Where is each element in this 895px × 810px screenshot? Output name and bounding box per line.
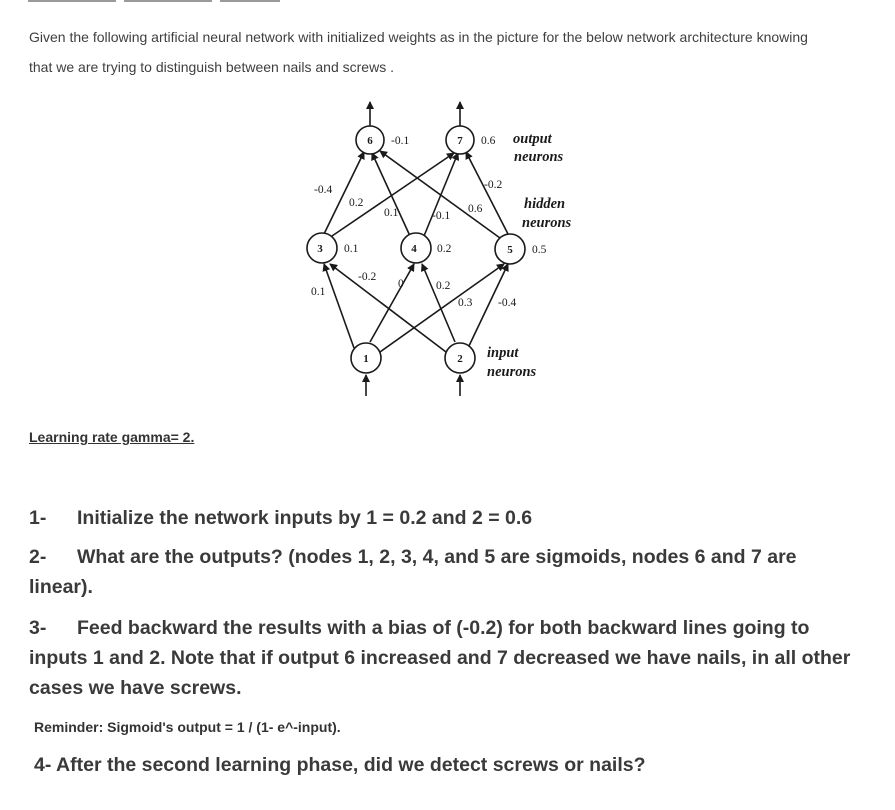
label-output-neurons: neurons — [514, 149, 564, 165]
edge-4-6 — [372, 153, 410, 236]
question-4: 4- After the second learning phase, did we detect screws or nails? — [34, 754, 646, 776]
weight-2-5: -0.4 — [498, 297, 517, 309]
label-output: output — [513, 131, 552, 147]
label-input: input — [487, 345, 519, 361]
node-2-label: 2 — [457, 353, 463, 365]
question-1-text: Initialize the network inputs by 1 = 0.2 and 2 = 0.6 — [77, 507, 533, 529]
question-3-number: 3- — [29, 617, 47, 639]
intro-paragraph — [29, 22, 859, 82]
weight-5-6: 0.6 — [468, 203, 483, 215]
bias-6: -0.1 — [391, 135, 410, 147]
label-hidden-neurons: neurons — [522, 215, 572, 231]
sigmoid-reminder: Reminder: Sigmoid's output = 1 / (1- e^-input). — [34, 719, 341, 735]
weight-1-3: 0.1 — [311, 286, 326, 298]
weight-3-6: -0.4 — [314, 184, 333, 196]
learning-rate-note: Learning rate gamma= 2. — [29, 429, 195, 445]
intro-line-2: that we are trying to distinguish between nails and screws . — [29, 59, 394, 75]
edge-5-7 — [466, 152, 508, 234]
neural-network-diagram — [0, 90, 895, 410]
weight-2-4: 0.3 — [458, 297, 473, 309]
cropped-header-strip — [28, 0, 328, 3]
question-3 — [29, 613, 859, 703]
question-3-line-1: Feed backward the results with a bias of (-0.2) for both backward lines going to — [77, 617, 810, 639]
bias-3: 0.1 — [344, 243, 359, 255]
question-2 — [29, 542, 859, 602]
node-7-label: 7 — [457, 135, 463, 147]
node-4-label: 4 — [411, 243, 417, 255]
edge-2-3 — [330, 264, 446, 352]
bias-4: 0.2 — [437, 243, 452, 255]
question-2-line-2: linear). — [29, 576, 93, 598]
weight-2-3: 0.2 — [436, 280, 451, 292]
weight-3-7: 0.2 — [349, 197, 364, 209]
question-2-line-1: What are the outputs? (nodes 1, 2, 3, 4, and 5 are sigmoids, nodes 6 and 7 are — [77, 546, 797, 568]
question-1-number: 1- — [29, 507, 47, 529]
node-6-label: 6 — [367, 135, 373, 147]
label-input-neurons: neurons — [487, 364, 537, 380]
weight-5-7: -0.2 — [484, 179, 503, 191]
node-3-label: 3 — [317, 243, 323, 255]
edge-1-3 — [324, 264, 354, 348]
weight-4-7: -0.1 — [432, 210, 451, 222]
weight-1-5: 0 — [398, 278, 404, 290]
weight-4-6: 0.1 — [384, 207, 399, 219]
edge-5-6 — [380, 151, 503, 238]
bias-7: 0.6 — [481, 135, 496, 147]
intro-line-1: Given the following artificial neural network with initialized weights as in the picture for the below network architecture knowing — [29, 29, 808, 45]
node-1-label: 1 — [363, 353, 369, 365]
question-1 — [29, 503, 859, 533]
bias-5: 0.5 — [532, 244, 547, 256]
question-3-line-2: inputs 1 and 2. Note that if output 6 increased and 7 decreased we have nails, in all other — [29, 647, 851, 669]
node-5-label: 5 — [507, 244, 513, 256]
edge-1-4 — [370, 264, 414, 342]
question-2-number: 2- — [29, 546, 47, 568]
weight-1-4: -0.2 — [358, 271, 377, 283]
label-hidden: hidden — [524, 196, 566, 212]
edge-3-7 — [332, 153, 454, 236]
question-3-line-3: cases we have screws. — [29, 677, 242, 699]
